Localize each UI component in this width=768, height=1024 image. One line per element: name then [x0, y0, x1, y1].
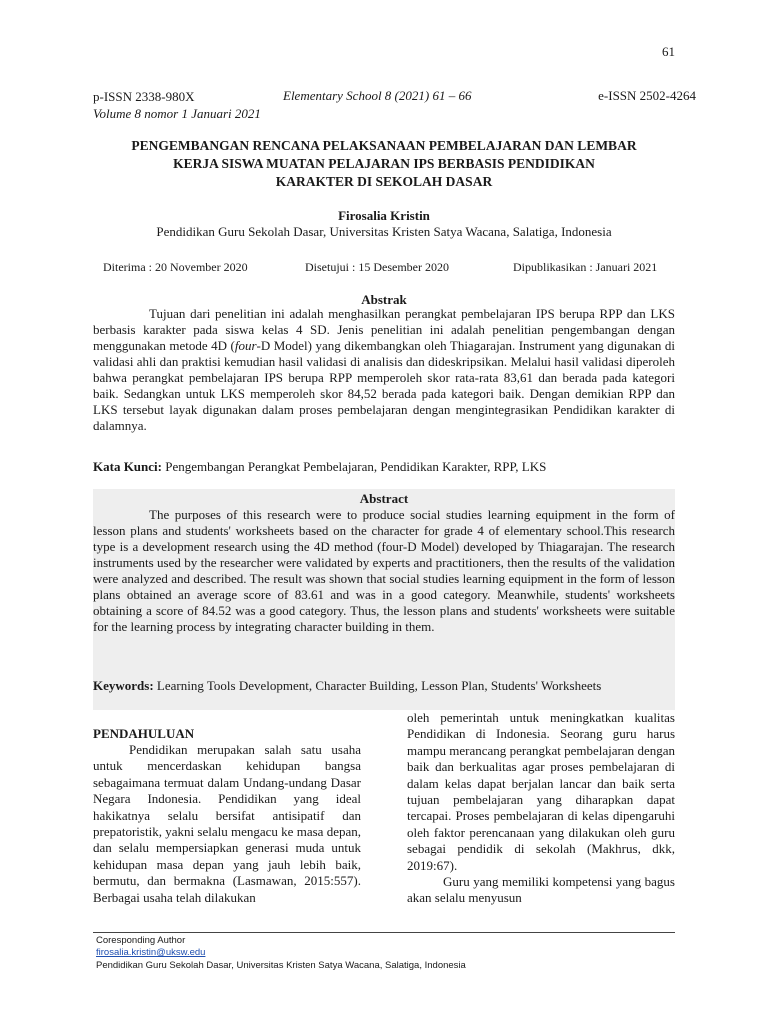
intro-left-column: Pendidikan merupakan salah satu usaha untuk mencerdaskan kehidupan bangsa sebagaimana termuat dalam Undang-undang Dasar Negara Indonesia. Pendidikan yang ideal hakikatnya selalu bersifat antisipatif dan prepatoristik, yakni selalu mengacu ke masa depan, dan selalu mempersiapkan generasi muda untuk kehidupan masa depan yang jauh lebih baik, bermutu, dan bermakna (Lasmawan, 2015:557). Berbagai usaha telah dilakukan [93, 742, 361, 905]
section-heading-pendahuluan: PENDAHULUAN [93, 726, 195, 741]
paper-title [93, 137, 675, 191]
issn-block [93, 88, 261, 122]
journal-citation: Elementary School 8 (2021) 61 – 66 [283, 88, 472, 103]
title-line: KARAKTER DI SEKOLAH DASAR [275, 174, 493, 189]
abstract-text: The purposes of this research were to produce social studies learning equipment in the form of lesson plans and students' worksheets based on the character for grade 4 of elementary school.This research type is a development research using the 4D method (four-D Model) developed by Thiagarajan. The research instruments used by the researcher were validated by experts and practitioners, then the results of the validation were analyzed and described. The result was shown that social studies learning equipment in the form of lesson plans obtained an average score of 83.61 and was in a good category. Meanwhile, students' worksheets obtaining a score of 84.52 was a good category. Thus, the lesson plans and students' worksheets were suitable for the learning process by integrating character building in them. [93, 507, 675, 634]
keywords: Keywords: Learning Tools Development, Character Building, Lesson Plan, Students' Worksheets [93, 678, 602, 693]
date-received: Diterima : 20 November 2020 [103, 260, 248, 274]
author-name: Firosalia Kristin [338, 208, 430, 223]
author-email-link[interactable]: firosalia.kristin@uksw.edu [96, 947, 206, 958]
volume-info: Volume 8 nomor 1 Januari 2021 [93, 106, 261, 121]
abstrak-text: Tujuan dari penelitian ini adalah menghasilkan perangkat pembelajaran IPS berupa RPP dan LKS berbasis karakter pada siswa kelas 4 SD. Jenis penelitian ini adalah penelitian pengembangan dengan menggunakan metode 4D (four-D Model) yang dikembangkan oleh Thiagarajan. Instrument yang digunakan di validasi ahli dan praktisi kemudian hasil validasi di analisis dan dideskripsikan. Melalui hasil validasi diperoleh bahwa perangkat pembelajaran IPS berupa RPP memperoleh skor rata-rata 83,61 dan berada pada kategori baik. Sedangkan untuk LKS memperoleh skor 84,52 berada pada kategori baik. Dengan demikian RPP dan LKS tersebut layak digunakan dalam proses pembelajaran dengan mengintegrasikan Pendidikan karakter di dalamnya. [93, 306, 675, 433]
print-issn: p-ISSN 2338-980X [93, 89, 195, 104]
electronic-issn: e-ISSN 2502-4264 [598, 88, 696, 103]
page-number: 61 [662, 44, 675, 59]
footnote-divider [93, 932, 675, 933]
abstract-heading: Abstract [359, 491, 409, 506]
abstrak-heading: Abstrak [361, 292, 407, 307]
footnote-label: Coresponding Author [96, 935, 186, 946]
kata-kunci: Kata Kunci: Pengembangan Perangkat Pembelajaran, Pendidikan Karakter, RPP, LKS [93, 459, 547, 474]
title-line: KERJA SISWA MUATAN PELAJARAN IPS BERBASIS PENDIDIKAN [173, 156, 595, 171]
date-published: Dipublikasikan : Januari 2021 [513, 260, 658, 274]
date-accepted: Disetujui : 15 Desember 2020 [305, 260, 449, 274]
intro-right-column: oleh pemerintah untuk meningkatkan kualitas Pendidikan di Indonesia. Seorang guru harus mampu merancang perangkat pembelajaran dengan baik dan berkualitas agar proses pembelajaran di dalam kelas dapat berjalan lancar dan baik serta tujuan pembelajaran yang diharapkan dapat tercapai. Proses pembelajaran di kelas dipengaruhi oleh faktor perencanaan yang dilakukan oleh guru sebagai pendidik di sekolah (Makhrus, dkk, 2019:67). Guru yang memiliki kompetensi yang bagus akan selalu menyusun [407, 710, 675, 906]
title-line: PENGEMBANGAN RENCANA PELAKSANAAN PEMBELAJARAN DAN LEMBAR [131, 138, 637, 153]
author-affiliation: Pendidikan Guru Sekolah Dasar, Universitas Kristen Satya Wacana, Salatiga, Indonesia [156, 224, 612, 239]
footnote-affiliation: Pendidikan Guru Sekolah Dasar, Universitas Kristen Satya Wacana, Salatiga, Indonesia [96, 960, 466, 971]
